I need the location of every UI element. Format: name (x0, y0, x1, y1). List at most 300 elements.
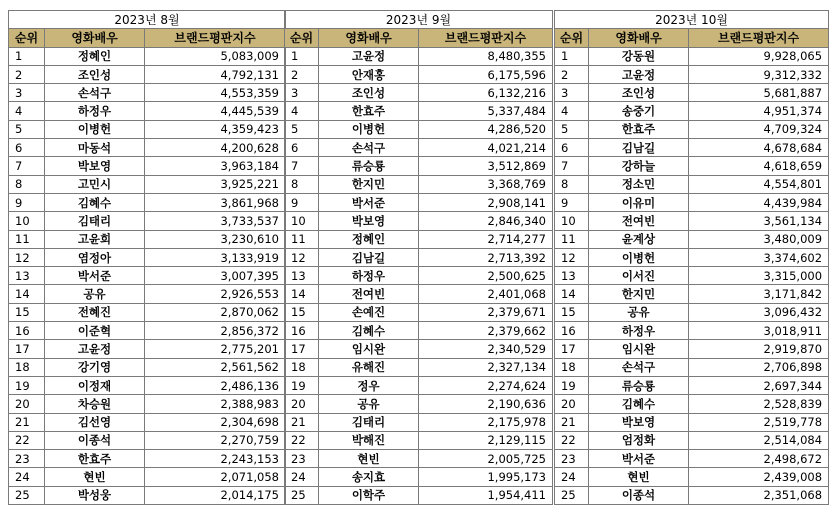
table-row (9, 285, 286, 303)
actor-name-cell: 박보영 (45, 157, 145, 175)
actor-name-cell: 하정우 (45, 102, 145, 120)
score-cell: 2,190,636 (419, 395, 553, 413)
score-cell: 2,388,983 (145, 395, 286, 413)
month-table-september (284, 10, 553, 505)
actor-name-cell: 이병헌 (589, 248, 689, 266)
month-title: 2023년 9월 (285, 11, 553, 29)
ranking-table (8, 10, 286, 505)
score-cell: 4,678,684 (689, 139, 829, 157)
table-row (9, 303, 286, 321)
score-cell: 3,315,000 (689, 267, 829, 285)
actor-name-cell: 김남길 (319, 248, 419, 266)
table-row (285, 267, 553, 285)
table-row (9, 376, 286, 394)
header-row (555, 29, 829, 47)
table-row (285, 358, 553, 376)
score-cell: 3,925,221 (145, 175, 286, 193)
actor-name-cell: 현빈 (45, 468, 145, 486)
score-cell: 2,926,553 (145, 285, 286, 303)
table-row (285, 65, 553, 83)
score-cell: 2,071,058 (145, 468, 286, 486)
score-cell: 2,351,068 (689, 486, 829, 504)
rank-cell: 6 (9, 139, 45, 157)
actor-name-cell: 엄정화 (589, 431, 689, 449)
rank-cell: 22 (9, 431, 45, 449)
table-row (9, 47, 286, 65)
score-cell: 4,618,659 (689, 157, 829, 175)
actor-name-cell: 강기영 (45, 358, 145, 376)
rank-cell: 8 (285, 175, 319, 193)
table-row (9, 322, 286, 340)
rank-cell: 17 (555, 340, 589, 358)
score-cell: 4,021,214 (419, 139, 553, 157)
actor-name-cell: 이준혁 (45, 322, 145, 340)
actor-name-cell: 김혜수 (319, 322, 419, 340)
actor-name-cell: 이병헌 (45, 120, 145, 138)
table-row (285, 395, 553, 413)
rank-cell: 5 (9, 120, 45, 138)
score-cell: 4,553,359 (145, 84, 286, 102)
rank-cell: 21 (555, 413, 589, 431)
score-cell: 2,870,062 (145, 303, 286, 321)
score-cell: 4,951,374 (689, 102, 829, 120)
rank-cell: 15 (285, 303, 319, 321)
actor-name-cell: 공유 (589, 303, 689, 321)
actor-name-cell: 박서준 (589, 450, 689, 468)
rank-header: 순위 (9, 29, 45, 47)
score-cell: 2,327,134 (419, 358, 553, 376)
table-row (285, 212, 553, 230)
month-title: 2023년 10월 (555, 11, 829, 29)
actor-name-cell: 류승룡 (319, 157, 419, 175)
table-row (9, 358, 286, 376)
rank-cell: 20 (285, 395, 319, 413)
table-row (285, 193, 553, 211)
rank-cell: 7 (555, 157, 589, 175)
header-row (285, 29, 553, 47)
score-cell: 2,243,153 (145, 450, 286, 468)
table-row (555, 358, 829, 376)
rank-cell: 18 (555, 358, 589, 376)
table-row (9, 248, 286, 266)
rank-cell: 22 (555, 431, 589, 449)
score-cell: 2,713,392 (419, 248, 553, 266)
month-title: 2023년 8월 (9, 11, 286, 29)
actor-name-cell: 고윤희 (45, 230, 145, 248)
table-row (555, 340, 829, 358)
table-row (9, 413, 286, 431)
score-cell: 2,706,898 (689, 358, 829, 376)
rank-cell: 4 (9, 102, 45, 120)
rank-header: 순위 (555, 29, 589, 47)
score-cell: 9,928,065 (689, 47, 829, 65)
rank-cell: 15 (555, 303, 589, 321)
score-cell: 2,514,084 (689, 431, 829, 449)
score-cell: 2,175,978 (419, 413, 553, 431)
rank-cell: 22 (285, 431, 319, 449)
table-row (555, 102, 829, 120)
score-cell: 3,018,911 (689, 322, 829, 340)
table-row (9, 450, 286, 468)
actor-name-cell: 류승룡 (589, 376, 689, 394)
rank-cell: 25 (555, 486, 589, 504)
score-header: 브랜드평판지수 (145, 29, 286, 47)
score-cell: 6,132,216 (419, 84, 553, 102)
score-cell: 4,200,628 (145, 139, 286, 157)
actor-name-cell: 고민시 (45, 175, 145, 193)
month-table-october (554, 10, 829, 505)
score-cell: 2,908,141 (419, 193, 553, 211)
rank-cell: 8 (555, 175, 589, 193)
score-cell: 2,439,008 (689, 468, 829, 486)
actor-name-cell: 김혜수 (45, 193, 145, 211)
rank-cell: 13 (9, 267, 45, 285)
actor-name-cell: 염정아 (45, 248, 145, 266)
table-row (555, 395, 829, 413)
rank-cell: 14 (555, 285, 589, 303)
rank-cell: 2 (9, 65, 45, 83)
rank-cell: 24 (285, 468, 319, 486)
actor-name-cell: 하정우 (589, 322, 689, 340)
actor-name-cell: 송지효 (319, 468, 419, 486)
actor-name-cell: 김태리 (45, 212, 145, 230)
score-cell: 2,014,175 (145, 486, 286, 504)
table-row (9, 395, 286, 413)
score-cell: 2,486,136 (145, 376, 286, 394)
table-row (555, 468, 829, 486)
actor-name-cell: 박성웅 (45, 486, 145, 504)
score-cell: 4,554,801 (689, 175, 829, 193)
actor-name-cell: 공유 (319, 395, 419, 413)
table-row (555, 322, 829, 340)
actor-name-cell: 김혜수 (589, 395, 689, 413)
actor-name-cell: 손석구 (45, 84, 145, 102)
actor-header: 영화배우 (45, 29, 145, 47)
actor-name-cell: 전혜진 (45, 303, 145, 321)
rank-cell: 16 (555, 322, 589, 340)
score-header: 브랜드평판지수 (419, 29, 553, 47)
score-cell: 2,561,562 (145, 358, 286, 376)
actor-name-cell: 이서진 (589, 267, 689, 285)
table-row (9, 102, 286, 120)
actor-name-cell: 전여빈 (589, 212, 689, 230)
actor-name-cell: 박보영 (589, 413, 689, 431)
rank-cell: 23 (285, 450, 319, 468)
table-row (555, 248, 829, 266)
header-row (9, 29, 286, 47)
table-row (285, 303, 553, 321)
rank-cell: 5 (555, 120, 589, 138)
score-cell: 2,846,340 (419, 212, 553, 230)
actor-name-cell: 공유 (45, 285, 145, 303)
rank-cell: 14 (9, 285, 45, 303)
rank-cell: 3 (9, 84, 45, 102)
rank-cell: 3 (285, 84, 319, 102)
ranking-table (554, 10, 829, 505)
ranking-table (284, 10, 553, 505)
score-cell: 2,379,671 (419, 303, 553, 321)
actor-name-cell: 현빈 (319, 450, 419, 468)
table-row (285, 450, 553, 468)
score-cell: 3,007,395 (145, 267, 286, 285)
rank-cell: 24 (555, 468, 589, 486)
table-row (9, 340, 286, 358)
rank-cell: 15 (9, 303, 45, 321)
rank-cell: 7 (285, 157, 319, 175)
score-cell: 1,995,173 (419, 468, 553, 486)
actor-name-cell: 이종석 (45, 431, 145, 449)
rank-cell: 12 (9, 248, 45, 266)
rank-cell: 20 (9, 395, 45, 413)
table-row (9, 139, 286, 157)
rank-cell: 11 (9, 230, 45, 248)
score-cell: 3,230,610 (145, 230, 286, 248)
table-row (9, 431, 286, 449)
score-cell: 5,681,887 (689, 84, 829, 102)
score-cell: 2,919,870 (689, 340, 829, 358)
rank-cell: 23 (555, 450, 589, 468)
actor-name-cell: 손석구 (319, 139, 419, 157)
table-row (9, 212, 286, 230)
actor-name-cell: 김태리 (319, 413, 419, 431)
score-cell: 2,775,201 (145, 340, 286, 358)
table-row (555, 450, 829, 468)
table-row (9, 230, 286, 248)
table-row (285, 120, 553, 138)
score-cell: 2,401,068 (419, 285, 553, 303)
score-cell: 8,480,355 (419, 47, 553, 65)
actor-name-cell: 조인성 (319, 84, 419, 102)
table-row (555, 267, 829, 285)
actor-header: 영화배우 (319, 29, 419, 47)
table-row (555, 65, 829, 83)
score-cell: 2,500,625 (419, 267, 553, 285)
rank-cell: 18 (9, 358, 45, 376)
rank-cell: 4 (555, 102, 589, 120)
table-row (9, 193, 286, 211)
score-cell: 3,171,842 (689, 285, 829, 303)
rank-cell: 10 (555, 212, 589, 230)
actor-name-cell: 조인성 (45, 65, 145, 83)
rank-cell: 25 (285, 486, 319, 504)
table-row (285, 157, 553, 175)
table-row (555, 139, 829, 157)
actor-name-cell: 현빈 (589, 468, 689, 486)
actor-name-cell: 이병헌 (319, 120, 419, 138)
actor-name-cell: 이유미 (589, 193, 689, 211)
table-row (555, 285, 829, 303)
table-row (9, 84, 286, 102)
rank-cell: 19 (285, 376, 319, 394)
score-cell: 6,175,596 (419, 65, 553, 83)
actor-name-cell: 김남길 (589, 139, 689, 157)
rank-cell: 14 (285, 285, 319, 303)
score-cell: 4,359,423 (145, 120, 286, 138)
score-cell: 2,856,372 (145, 322, 286, 340)
rank-cell: 8 (9, 175, 45, 193)
rank-cell: 10 (9, 212, 45, 230)
score-cell: 3,133,919 (145, 248, 286, 266)
actor-name-cell: 한효주 (45, 450, 145, 468)
rank-cell: 16 (285, 322, 319, 340)
score-cell: 9,312,332 (689, 65, 829, 83)
table-row (285, 431, 553, 449)
actor-name-cell: 한지민 (589, 285, 689, 303)
actor-name-cell: 윤계상 (589, 230, 689, 248)
actor-name-cell: 차승원 (45, 395, 145, 413)
score-cell: 4,445,539 (145, 102, 286, 120)
table-row (555, 431, 829, 449)
rank-cell: 1 (285, 47, 319, 65)
table-row (285, 486, 553, 504)
actor-name-cell: 강동원 (589, 47, 689, 65)
rank-cell: 6 (555, 139, 589, 157)
actor-name-cell: 한효주 (319, 102, 419, 120)
rank-cell: 17 (285, 340, 319, 358)
table-row (555, 230, 829, 248)
rank-cell: 9 (285, 193, 319, 211)
rank-cell: 5 (285, 120, 319, 138)
score-cell: 3,561,134 (689, 212, 829, 230)
actor-name-cell: 안재홍 (319, 65, 419, 83)
table-row (9, 65, 286, 83)
table-row (555, 157, 829, 175)
rank-cell: 20 (555, 395, 589, 413)
rank-cell: 11 (555, 230, 589, 248)
table-row (285, 139, 553, 157)
actor-name-cell: 정우 (319, 376, 419, 394)
score-cell: 2,274,624 (419, 376, 553, 394)
table-row (555, 486, 829, 504)
score-cell: 2,379,662 (419, 322, 553, 340)
actor-name-cell: 박해진 (319, 431, 419, 449)
rank-cell: 10 (285, 212, 319, 230)
rank-cell: 12 (285, 248, 319, 266)
rank-cell: 19 (9, 376, 45, 394)
score-cell: 3,096,432 (689, 303, 829, 321)
table-row (555, 376, 829, 394)
table-row (9, 468, 286, 486)
score-cell: 4,709,324 (689, 120, 829, 138)
actor-name-cell: 하정우 (319, 267, 419, 285)
table-row (555, 303, 829, 321)
table-row (555, 413, 829, 431)
score-cell: 2,304,698 (145, 413, 286, 431)
table-row (555, 212, 829, 230)
table-row (555, 84, 829, 102)
rank-cell: 13 (555, 267, 589, 285)
score-cell: 3,861,968 (145, 193, 286, 211)
table-row (555, 47, 829, 65)
actor-name-cell: 송중기 (589, 102, 689, 120)
score-cell: 2,528,839 (689, 395, 829, 413)
rank-cell: 18 (285, 358, 319, 376)
score-cell: 3,374,602 (689, 248, 829, 266)
actor-name-cell: 이종석 (589, 486, 689, 504)
rank-cell: 21 (9, 413, 45, 431)
actor-name-cell: 전여빈 (319, 285, 419, 303)
actor-name-cell: 박보영 (319, 212, 419, 230)
rank-cell: 17 (9, 340, 45, 358)
actor-name-cell: 임시완 (589, 340, 689, 358)
table-row (285, 175, 553, 193)
score-cell: 2,519,778 (689, 413, 829, 431)
score-cell: 2,129,115 (419, 431, 553, 449)
actor-name-cell: 유해진 (319, 358, 419, 376)
table-row (9, 157, 286, 175)
score-cell: 2,697,344 (689, 376, 829, 394)
actor-name-cell: 고윤정 (45, 340, 145, 358)
score-cell: 1,954,411 (419, 486, 553, 504)
rank-cell: 7 (9, 157, 45, 175)
score-cell: 5,083,009 (145, 47, 286, 65)
score-cell: 4,286,520 (419, 120, 553, 138)
rank-cell: 24 (9, 468, 45, 486)
score-cell: 5,337,484 (419, 102, 553, 120)
score-cell: 4,792,131 (145, 65, 286, 83)
score-cell: 2,340,529 (419, 340, 553, 358)
score-cell: 2,005,725 (419, 450, 553, 468)
actor-name-cell: 정혜인 (45, 47, 145, 65)
table-row (9, 267, 286, 285)
month-table-august (8, 10, 286, 505)
score-cell: 3,480,009 (689, 230, 829, 248)
score-cell: 3,963,184 (145, 157, 286, 175)
rank-cell: 1 (9, 47, 45, 65)
actor-name-cell: 한효주 (589, 120, 689, 138)
score-cell: 3,368,769 (419, 175, 553, 193)
rank-cell: 3 (555, 84, 589, 102)
actor-name-cell: 마동석 (45, 139, 145, 157)
score-cell: 4,439,984 (689, 193, 829, 211)
actor-name-cell: 이정재 (45, 376, 145, 394)
rank-cell: 19 (555, 376, 589, 394)
actor-name-cell: 손석구 (589, 358, 689, 376)
actor-name-cell: 고윤정 (589, 65, 689, 83)
actor-name-cell: 임시완 (319, 340, 419, 358)
rank-cell: 2 (285, 65, 319, 83)
actor-name-cell: 박서준 (319, 193, 419, 211)
table-row (285, 340, 553, 358)
table-row (285, 84, 553, 102)
actor-header: 영화배우 (589, 29, 689, 47)
table-row (285, 102, 553, 120)
rank-cell: 2 (555, 65, 589, 83)
rank-cell: 9 (555, 193, 589, 211)
score-header: 브랜드평판지수 (689, 29, 829, 47)
actor-name-cell: 강하늘 (589, 157, 689, 175)
rank-cell: 23 (9, 450, 45, 468)
rank-cell: 16 (9, 322, 45, 340)
actor-name-cell: 고윤정 (319, 47, 419, 65)
rank-cell: 13 (285, 267, 319, 285)
actor-name-cell: 김선영 (45, 413, 145, 431)
rank-cell: 21 (285, 413, 319, 431)
actor-name-cell: 조인성 (589, 84, 689, 102)
rank-cell: 9 (9, 193, 45, 211)
score-cell: 3,512,869 (419, 157, 553, 175)
score-cell: 3,733,537 (145, 212, 286, 230)
actor-name-cell: 박서준 (45, 267, 145, 285)
rank-cell: 1 (555, 47, 589, 65)
table-row (9, 175, 286, 193)
table-row (285, 376, 553, 394)
actor-name-cell: 한지민 (319, 175, 419, 193)
table-row (555, 175, 829, 193)
rank-cell: 4 (285, 102, 319, 120)
rank-cell: 6 (285, 139, 319, 157)
actor-name-cell: 손예진 (319, 303, 419, 321)
